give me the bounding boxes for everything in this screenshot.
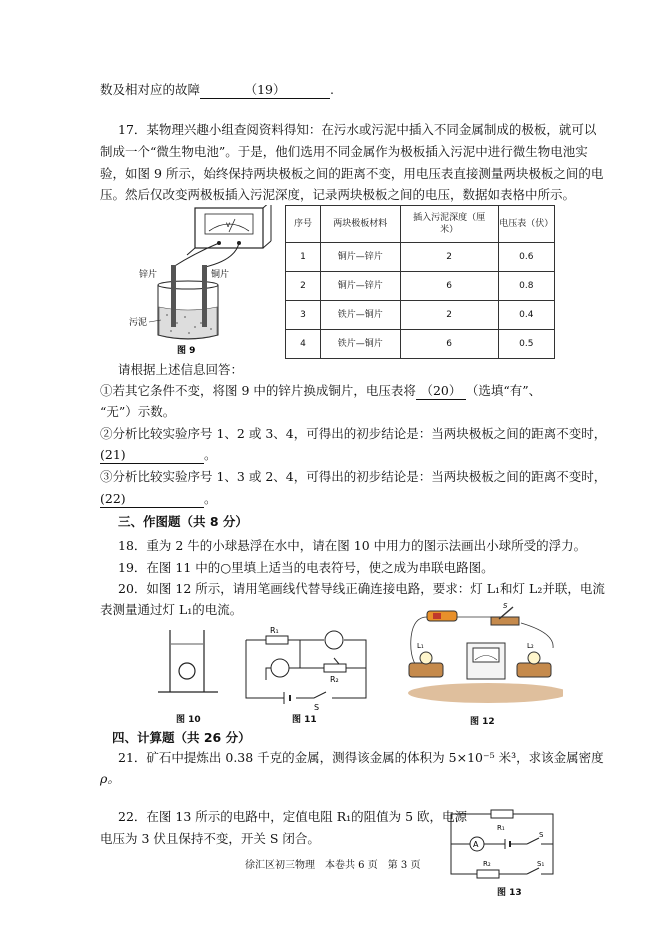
table-header-row: 序号 两块极板材料 插入污泥深度（厘米） 电压表（伏） xyxy=(286,206,555,243)
svg-text:S: S xyxy=(539,831,544,839)
answer-3-blank-line: (22) 。 xyxy=(100,491,217,506)
figure-12 xyxy=(403,603,563,703)
table-row: 2 铜片—锌片 6 0.8 xyxy=(286,272,555,301)
q17-line2: 制成一个“微生物电池”。于是，他们选用不同金属作为极板插入污泥中进行微生物电池实 xyxy=(100,144,588,159)
answer-2-blank-line: (21) 。 xyxy=(100,447,217,462)
svg-text:R₁: R₁ xyxy=(270,626,279,635)
q18: 18．重为 2 牛的小球悬浮在水中，请在图 10 中用力的图示法画出小球所受的浮力。 xyxy=(118,538,587,553)
answer-3: ③分析比较实验序号 1、3 或 2、4，可得出的初步结论是：当两块极板之间的距离不变时， xyxy=(100,469,607,484)
svg-text:R₂: R₂ xyxy=(330,675,339,684)
copper-label: 铜片 xyxy=(211,270,230,280)
svg-text:V: V xyxy=(226,222,231,229)
fig11-caption: 图 11 xyxy=(292,715,317,725)
q16-tail: 数及相对应的故障 （19） . xyxy=(100,82,334,97)
figure-10 xyxy=(158,628,218,698)
answer-intro: 请根据上述信息回答： xyxy=(118,362,244,377)
meter-slot-1[interactable] xyxy=(325,631,343,649)
svg-text:S₁: S₁ xyxy=(537,860,545,868)
switch-icon[interactable] xyxy=(491,617,519,625)
blank-22[interactable]: (22) xyxy=(100,491,204,508)
page-footer: 徐汇区初三物理 本卷共 6 页 第 3 页 xyxy=(245,860,421,871)
blank-20[interactable]: （20） xyxy=(416,383,466,400)
svg-text:L₂: L₂ xyxy=(527,642,534,650)
r2-resistor xyxy=(477,870,499,878)
meter-slot-2[interactable] xyxy=(271,659,289,677)
q20-line1: 20．如图 12 所示，请用笔画线代替导线正确连接电路，要求：灯 L₁和灯 L₂并联，电流 xyxy=(118,581,605,596)
q21-line2: ρ。 xyxy=(100,771,120,786)
zinc-plate xyxy=(171,265,176,327)
ball-icon xyxy=(179,663,195,679)
svg-text:R₁: R₁ xyxy=(497,824,505,832)
mud-label: 污泥 xyxy=(129,318,148,328)
svg-text:S: S xyxy=(503,603,508,610)
answer-2: ②分析比较实验序号 1、2 或 3、4，可得出的初步结论是：当两块极板之间的距离不变时， xyxy=(100,426,607,441)
section-3-title: 三、作图题（共 8 分） xyxy=(118,514,248,529)
q17-line1: 17．某物理兴趣小组查阅资料得知：在污水或污泥中插入不同金属制成的极板，就可以 xyxy=(118,122,597,137)
table-row: 1 铜片—锌片 2 0.6 xyxy=(286,243,555,272)
q19: 19．在图 11 中的○里填上适当的电表符号，使之成为串联电路图。 xyxy=(118,560,494,575)
r1-resistor xyxy=(491,810,513,818)
q21-line1: 21．矿石中提炼出 0.38 千克的金属，测得该金属的体积为 5×10⁻⁵ 米³，求该金属密度 xyxy=(118,750,604,765)
svg-text:S: S xyxy=(314,703,320,710)
q17-line4: 压。然后仅改变两极板插入污泥深度，记录两块极板之间的电压，数据如表格中所示。 xyxy=(100,187,576,202)
q22-line2: 电压为 3 伏且保持不变，开关 S 闭合。 xyxy=(100,831,320,846)
r2-rheostat xyxy=(324,664,346,672)
data-table xyxy=(285,205,555,359)
svg-text:L₁: L₁ xyxy=(417,642,424,650)
fig12-caption: 图 12 xyxy=(470,717,495,727)
answer-1: ①若其它条件不变，将图 9 中的锌片换成铜片，电压表将 （20） （选填“有”、 xyxy=(100,383,542,398)
q22-line1: 22．在图 13 所示的电路中，定值电阻 R₁的阻值为 5 欧，电源 xyxy=(118,809,468,824)
blank-21[interactable]: (21) xyxy=(100,447,204,464)
table-row: 3 铁片—铜片 2 0.4 xyxy=(286,301,555,330)
svg-text:R₂: R₂ xyxy=(483,860,491,868)
copper-plate xyxy=(202,265,207,327)
table-row: 4 铁片—铜片 6 0.5 xyxy=(286,330,555,359)
blank-19[interactable]: （19） xyxy=(200,82,330,99)
r1-resistor xyxy=(266,636,288,644)
fig13-caption: 图 13 xyxy=(497,888,522,898)
svg-text:A: A xyxy=(473,840,479,849)
figure-13 xyxy=(447,806,557,881)
fig9-caption: 图 9 xyxy=(177,346,196,355)
fig10-caption: 图 10 xyxy=(176,715,201,725)
q17-line3: 验，如图 9 所示，始终保持两块极板之间的距离不变，用电压表直接测量两块极板之间的电 xyxy=(100,166,604,181)
q20-line2: 表测量通过灯 L₁的电流。 xyxy=(100,602,243,617)
figure-11 xyxy=(244,620,369,710)
lamp-l2-icon xyxy=(528,652,540,664)
answer-1-line2: “无”）示数。 xyxy=(100,404,176,419)
figure-9 xyxy=(125,205,275,355)
section-4-title: 四、计算题（共 26 分） xyxy=(112,730,251,745)
zinc-label: 锌片 xyxy=(139,270,158,280)
lamp-l1-icon xyxy=(420,652,432,664)
battery-icon xyxy=(427,611,457,621)
